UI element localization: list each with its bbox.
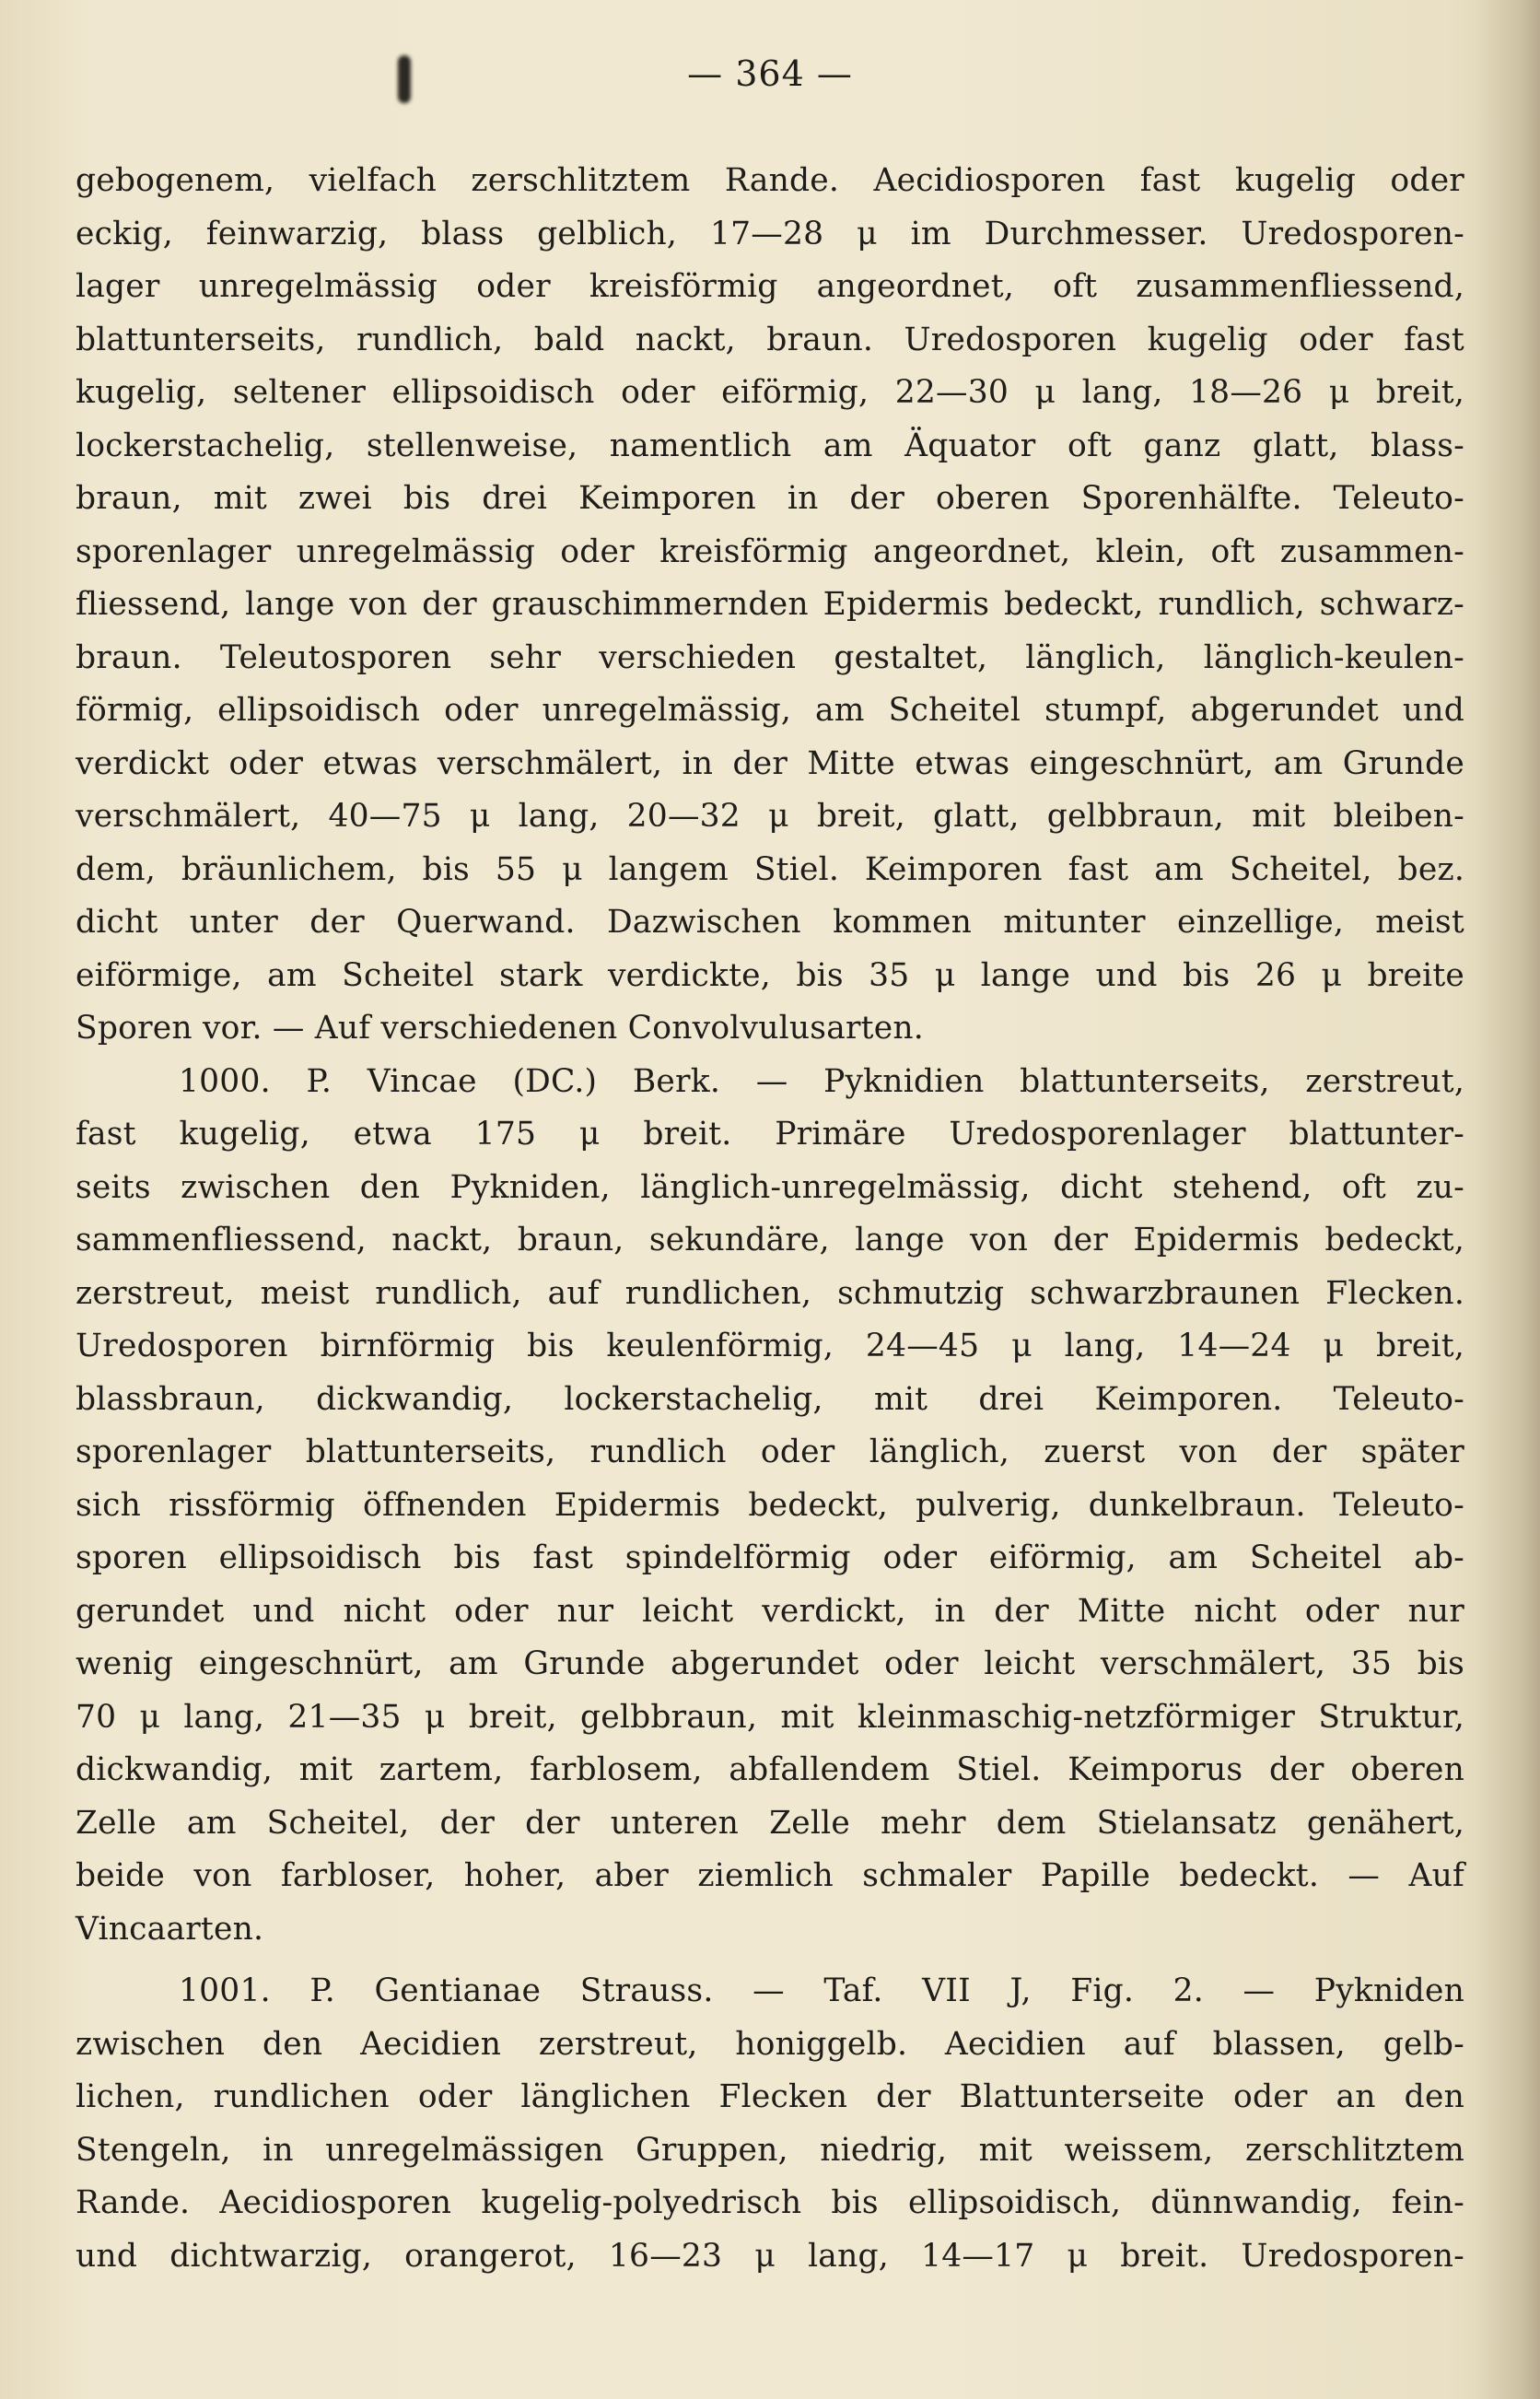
text-line: seits zwischen den Pykniden, länglich-unregelmässig, dicht stehend, oft zu- bbox=[76, 1168, 1464, 1206]
text-line: lockerstachelig, stellenweise, namentlich am Äquator oft ganz glatt, blass- bbox=[76, 427, 1464, 464]
text-line: dickwandig, mit zartem, farblosem, abfallendem Stiel. Keimporus der oberen bbox=[76, 1751, 1464, 1788]
text-line: wenig eingeschnürt, am Grunde abgerundet oder leicht verschmälert, 35 bis bbox=[76, 1645, 1464, 1682]
text-line: zerstreut, meist rundlich, auf rundlichen, schmutzig schwarzbraunen Flecken. bbox=[76, 1274, 1464, 1312]
text-line: lager unregelmässig oder kreisförmig angeordnet, oft zusammenfliessend, bbox=[76, 268, 1464, 305]
text-line: Rande. Aecidiosporen kugelig-polyedrisch bis ellipsoidisch, dünnwandig, fein- bbox=[76, 2184, 1464, 2221]
text-line: kugelig, seltener ellipsoidisch oder eiförmig, 22—30 μ lang, 18—26 μ breit, bbox=[76, 374, 1464, 411]
text-line: förmig, ellipsoidisch oder unregelmässig, am Scheitel stumpf, abgerundet und bbox=[76, 692, 1464, 729]
text-line: gebogenem, vielfach zerschlitztem Rande. Aecidiosporen fast kugelig oder bbox=[76, 162, 1464, 199]
text-line: dem, bräunlichem, bis 55 μ langem Stiel. Keimporen fast am Scheitel, bez. bbox=[76, 850, 1464, 888]
text-line: sporen ellipsoidisch bis fast spindelförmig oder eiförmig, am Scheitel ab- bbox=[76, 1539, 1464, 1576]
text-line: zwischen den Aecidien zerstreut, honiggelb. Aecidien auf blassen, gelb- bbox=[76, 2025, 1464, 2063]
text-line: beide von farbloser, hoher, aber ziemlich schmaler Papille bedeckt. — Auf bbox=[76, 1857, 1464, 1894]
text-line: braun, mit zwei bis drei Keimporen in der oberen Sporenhälfte. Teleuto- bbox=[76, 480, 1464, 517]
entry-heading-line: 1000. P. Vincae (DC.) Berk. — Pyknidien blattunterseits, zerstreut, bbox=[179, 1062, 1464, 1100]
entry-heading-line: 1001. P. Gentianae Strauss. — Taf. VII J, Fig. 2. — Pykniden bbox=[179, 1972, 1464, 2009]
text-line: Stengeln, in unregelmässigen Gruppen, niedrig, mit weissem, zerschlitztem bbox=[76, 2131, 1464, 2169]
text-line: blassbraun, dickwandig, lockerstachelig, mit drei Keimporen. Teleuto- bbox=[76, 1380, 1464, 1418]
text-line: verschmälert, 40—75 μ lang, 20—32 μ breit, glatt, gelbbraun, mit bleiben- bbox=[76, 798, 1464, 835]
text-line: eiförmige, am Scheitel stark verdickte, bis 35 μ lange und bis 26 μ breite bbox=[76, 956, 1464, 994]
text-line: eckig, feinwarzig, blass gelblich, 17—28 μ im Durchmesser. Uredosporen- bbox=[76, 215, 1464, 252]
text-line: sammenfliessend, nackt, braun, sekundäre, lange von der Epidermis bedeckt, bbox=[76, 1222, 1464, 1258]
text-line: Vincaarten. bbox=[76, 1910, 264, 1948]
text-line: fast kugelig, etwa 175 μ breit. Primäre Uredosporenlager blattunter- bbox=[76, 1116, 1464, 1153]
text-line: fliessend, lange von der grauschimmernden Epidermis bedeckt, rundlich, schwarz- bbox=[76, 586, 1464, 623]
page-edge-shadow bbox=[1476, 0, 1540, 2399]
text-line: sporenlager blattunterseits, rundlich oder länglich, zuerst von der später bbox=[76, 1434, 1464, 1470]
entry-1001-gentianae bbox=[76, 1965, 1464, 2283]
text-line: gerundet und nicht oder nur leicht verdickt, in der Mitte nicht oder nur bbox=[76, 1592, 1464, 1630]
text-line: 70 μ lang, 21—35 μ breit, gelbbraun, mit kleinmaschig-netzförmiger Struktur, bbox=[76, 1698, 1464, 1736]
text-line: dicht unter der Querwand. Dazwischen kommen mitunter einzellige, meist bbox=[76, 904, 1464, 941]
page-number: — 364 — bbox=[687, 53, 853, 94]
text-line: und dichtwarzig, orangerot, 16—23 μ lang, 14—17 μ breit. Uredosporen- bbox=[76, 2237, 1464, 2275]
body-text bbox=[76, 155, 1464, 2283]
text-line: sich rissförmig öffnenden Epidermis bedeckt, pulverig, dunkelbraun. Teleuto- bbox=[76, 1486, 1464, 1524]
text-line: verdickt oder etwas verschmälert, in der Mitte etwas eingeschnürt, am Grunde bbox=[76, 744, 1464, 782]
text-line: lichen, rundlichen oder länglichen Flecken der Blattunterseite oder an den bbox=[76, 2078, 1464, 2115]
text-line: Zelle am Scheitel, der der unteren Zelle mehr dem Stielansatz genähert, bbox=[76, 1804, 1464, 1842]
entry-1000-vincae bbox=[76, 1056, 1464, 1957]
text-line: sporenlager unregelmässig oder kreisförmig angeordnet, klein, oft zusammen- bbox=[76, 532, 1464, 570]
text-line: braun. Teleutosporen sehr verschieden gestaltet, länglich, länglich-keulen- bbox=[76, 638, 1464, 676]
paragraph-continuation bbox=[76, 155, 1464, 1056]
text-line: Sporen vor. — Auf verschiedenen Convolvulusarten. bbox=[76, 1010, 924, 1047]
paragraph-gap bbox=[76, 1956, 1464, 1965]
text-line: blattunterseits, rundlich, bald nackt, braun. Uredosporen kugelig oder fast bbox=[76, 321, 1464, 358]
text-line: Uredosporen birnförmig bis keulenförmig, 24—45 μ lang, 14—24 μ breit, bbox=[76, 1328, 1464, 1364]
